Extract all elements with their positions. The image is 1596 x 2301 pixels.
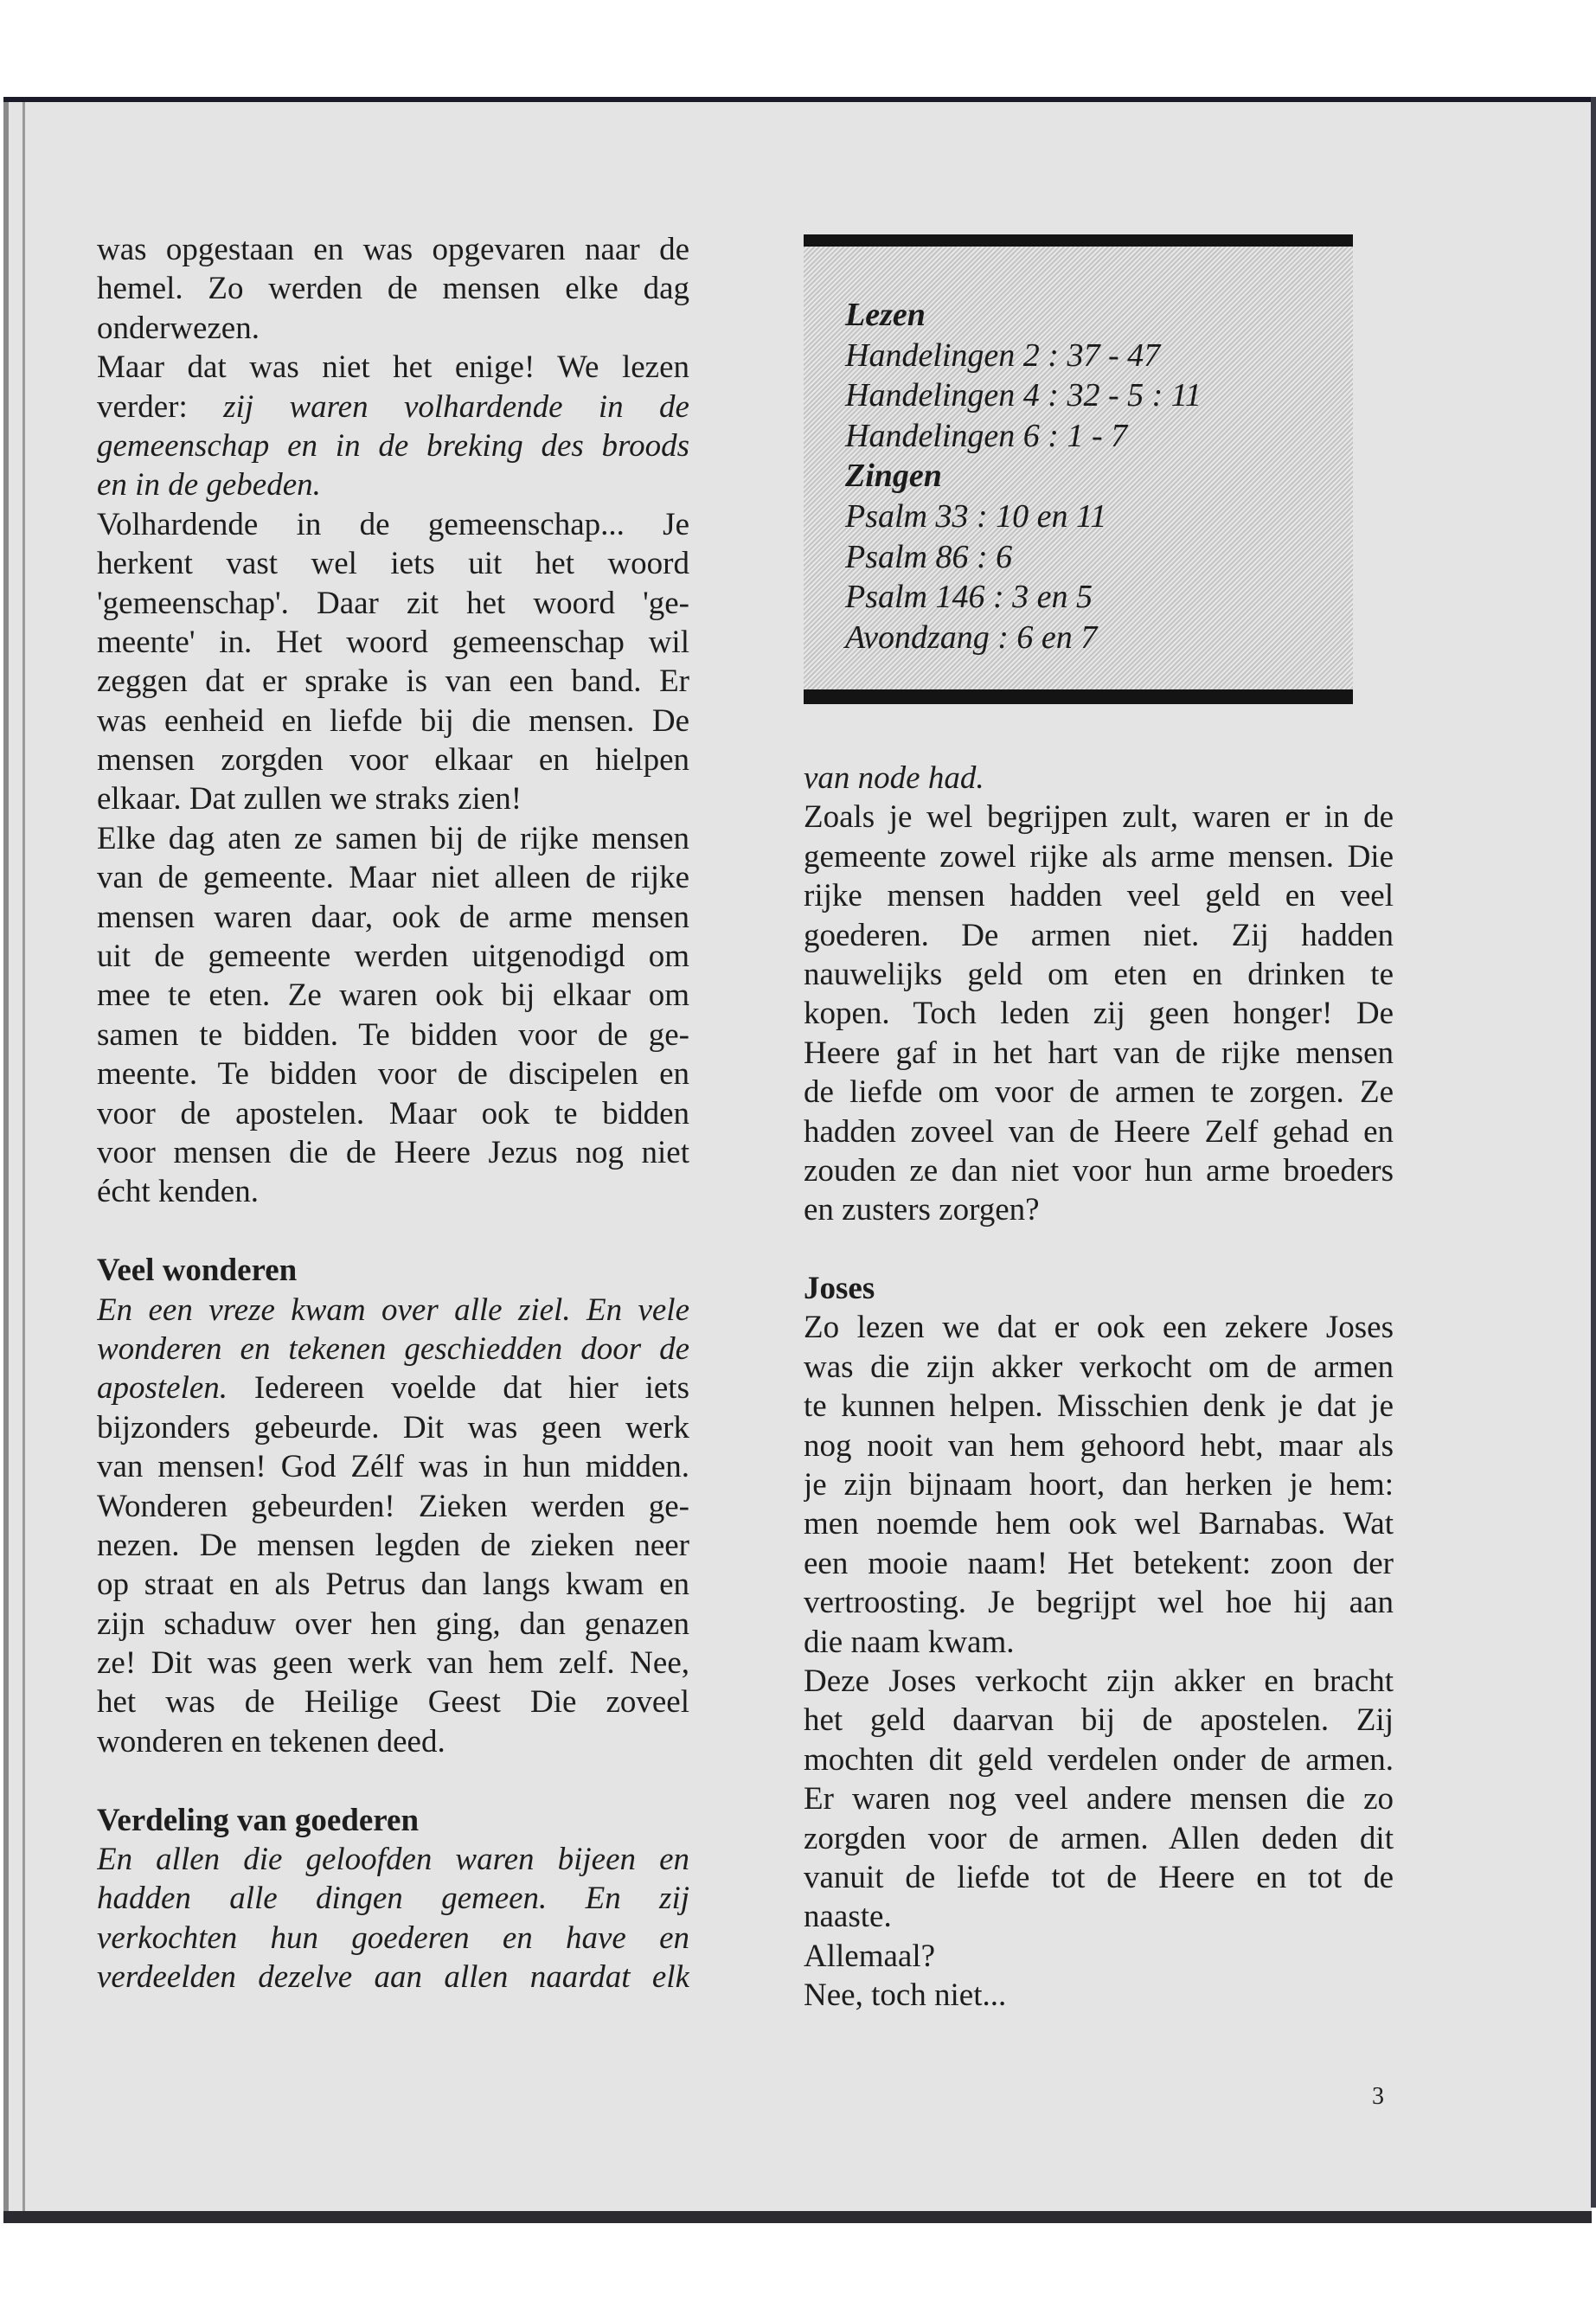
text-segment: gemeente zowel rijke als arme mensen. Die [804, 838, 1394, 875]
left-column [97, 230, 689, 1997]
text-line [804, 1269, 1394, 1308]
text-segment: vertroosting. Je begrijpt wel hoe hij aan [804, 1585, 1394, 1621]
text-line [804, 1190, 1394, 1229]
text-line [804, 1426, 1394, 1465]
scripture-quote: wonderen en tekenen geschiedden door de [97, 1330, 689, 1367]
text-segment: was opgestaan en was opgevaren naar de [97, 232, 689, 267]
text-line [97, 1368, 689, 1407]
text-line [97, 1682, 689, 1721]
text-segment: elkaar. Dat zullen we straks zien! [97, 781, 522, 817]
text-segment: herkent vast wel iets uit het woord [97, 546, 689, 582]
text-segment: zouden ze dan niet voor hun arme broeders [804, 1152, 1394, 1189]
text-line [97, 1291, 689, 1330]
text-line [804, 1897, 1394, 1936]
text-line [97, 1251, 689, 1290]
text-segment: mochten dit geld verdelen onder de armen. [804, 1741, 1394, 1778]
text-line [97, 976, 689, 1015]
text-line [97, 1172, 689, 1211]
text-segment: was eenheid en liefde bij die mensen. De [97, 702, 689, 739]
text-line [97, 819, 689, 858]
page-number: 3 [1372, 2083, 1384, 2110]
text-line [804, 1348, 1394, 1387]
text-line [804, 1937, 1394, 1976]
text-segment: zorgden voor de armen. Allen deden dit [804, 1820, 1394, 1856]
text-line [97, 858, 689, 897]
reading-item: Psalm 146 : 3 en 5 [845, 579, 1093, 616]
text-segment: mensen zorgden voor elkaar en hielpen [97, 742, 689, 779]
text-segment: het geld daarvan bij de apostelen. Zij [804, 1702, 1394, 1739]
text-line [97, 779, 689, 818]
text-segment: Zoals je wel begrijpen zult, waren er in de [804, 799, 1394, 836]
text-segment: mensen waren daar, ook de arme mensen [97, 899, 689, 935]
text-line [804, 1976, 1394, 2015]
scripture-quote: en in de gebeden. [97, 467, 321, 503]
text-line [804, 837, 1394, 876]
scripture-quote: zij waren volhardende in de [223, 388, 689, 425]
text-segment: meente' in. Het woord gemeenschap wil [97, 624, 689, 660]
text-line [804, 1779, 1394, 1818]
text-line [97, 426, 689, 465]
text-segment: Zo lezen we dat er ook een zekere Joses [804, 1310, 1394, 1346]
scripture-quote: En allen die geloofden waren bijeen en [97, 1842, 689, 1878]
text-line [97, 584, 689, 623]
text-line [97, 1094, 689, 1133]
text-line [804, 1151, 1394, 1190]
text-segment: die naam kwam. [804, 1624, 1015, 1660]
blank-line [804, 1230, 1394, 1269]
reading-item: Psalm 86 : 6 [845, 538, 1013, 575]
text-line [97, 937, 689, 976]
text-segment: het was de Heilige Geest Die zoveel [97, 1684, 689, 1721]
text-segment: naaste. [804, 1899, 892, 1935]
text-segment: goederen. De armen niet. Zij hadden [804, 917, 1394, 953]
text-segment: Elke dag aten ze samen bij de rijke mensen [97, 820, 689, 856]
text-segment: een mooie naam! Het betekent: zoon der [804, 1545, 1394, 1581]
text-line [97, 348, 689, 387]
text-line [97, 1133, 689, 1172]
text-segment: onderwezen. [97, 310, 260, 346]
scripture-quote: apostelen. [97, 1370, 228, 1407]
section-heading: Verdeling van goederen [97, 1802, 420, 1838]
text-line [97, 1447, 689, 1486]
scripture-quote: verdeelden dezelve aan allen naardat elk [97, 1959, 689, 1996]
text-segment: hadden zoveel van de Heere Zelf gehad en [804, 1113, 1394, 1150]
text-segment: van mensen! God Zélf was in hun midden. [97, 1449, 689, 1485]
text-line [804, 1662, 1394, 1701]
text-segment: samen te bidden. Te bidden voor de ge- [97, 1016, 689, 1053]
text-segment: Maar dat was niet het enige! We lezen [97, 349, 689, 386]
text-segment: vanuit de liefde tot de Heere en tot de [804, 1859, 1394, 1895]
text-segment: Heere gaf in het hart van de rijke mensen [804, 1035, 1394, 1071]
text-segment: 'gemeenschap'. Daar zit het woord 'ge- [97, 585, 689, 621]
text-line [804, 994, 1394, 1033]
text-line [804, 1308, 1394, 1347]
text-segment: Volhardende in de gemeenschap... Je [97, 506, 689, 542]
text-line [97, 898, 689, 937]
text-line [97, 1644, 689, 1682]
text-line [804, 1623, 1394, 1662]
text-line [804, 1112, 1394, 1151]
text-line [97, 1722, 689, 1761]
text-segment: hemel. Zo werden de mensen elke dag [97, 271, 689, 307]
text-segment: Wonderen gebeurden! Zieken werden ge- [97, 1488, 689, 1524]
text-line [804, 1034, 1394, 1073]
text-line [97, 388, 689, 426]
text-segment: voor de apostelen. Maar ook te bidden [97, 1095, 689, 1131]
text-segment: men noemde hem ook wel Barnabas. Wat [804, 1506, 1394, 1542]
text-line [97, 1919, 689, 1958]
scripture-quote: gemeenschap en in de breking des broods [97, 427, 689, 464]
text-line [97, 544, 689, 583]
text-line [97, 1487, 689, 1526]
text-segment: Deze Joses verkocht zijn akker en bracht [804, 1663, 1394, 1699]
text-segment: nezen. De mensen legden de zieken neer [97, 1527, 689, 1563]
text-line [804, 1583, 1394, 1622]
text-line [804, 955, 1394, 994]
text-line [97, 1408, 689, 1447]
text-line [97, 1526, 689, 1565]
text-line [97, 465, 689, 504]
text-segment: en zusters zorgen? [804, 1192, 1040, 1228]
scripture-quote: hadden alle dingen gemeen. En zij [97, 1881, 689, 1917]
text-segment: ze! Dit was geen werk van hem zelf. Nee, [97, 1645, 689, 1682]
text-line [97, 1565, 689, 1604]
text-segment: Er waren nog veel andere mensen die zo [804, 1781, 1394, 1817]
text-line [804, 1740, 1394, 1779]
page-edge [1591, 97, 1596, 2208]
text-segment: mee te eten. Ze waren ook bij elkaar om [97, 977, 689, 1014]
text-segment: de liefde om voor de armen te zorgen. Ze [804, 1074, 1394, 1111]
scripture-quote: verkochten hun goederen en have en [97, 1920, 689, 1956]
text-segment: van de gemeente. Maar niet alleen de rijke [97, 860, 689, 896]
readings-list [845, 295, 1202, 657]
text-segment: verder: [97, 388, 224, 425]
right-column [804, 759, 1394, 2016]
text-line [97, 1605, 689, 1644]
text-line [804, 916, 1394, 955]
text-segment: Nee, toch niet... [804, 1977, 1007, 2014]
text-line [97, 309, 689, 348]
blank-line [97, 1761, 689, 1800]
text-line [804, 798, 1394, 836]
text-segment: uit de gemeente werden uitgenodigd om [97, 939, 689, 975]
text-line [97, 1016, 689, 1054]
text-line [804, 759, 1394, 798]
text-segment: nauwelijks geld om eten en drinken te [804, 956, 1394, 992]
text-segment: bijzonders gebeurde. Dit was geen werk [97, 1409, 689, 1445]
text-line [97, 740, 689, 779]
text-line [804, 1073, 1394, 1112]
text-segment: op straat en als Petrus dan langs kwam en [97, 1567, 689, 1603]
text-line [97, 1958, 689, 1997]
text-segment: zeggen dat er sprake is van een band. Er [97, 663, 689, 700]
reading-item: Handelingen 2 : 37 - 47 [845, 336, 1161, 374]
text-line [804, 1544, 1394, 1583]
text-segment: was die zijn akker verkocht om de armen [804, 1349, 1394, 1385]
reading-item: Psalm 33 : 10 en 11 [845, 497, 1107, 535]
text-line [97, 230, 689, 269]
text-line [97, 1330, 689, 1368]
text-line [804, 1504, 1394, 1543]
text-segment: Iedereen voelde dat hier iets [228, 1370, 689, 1407]
text-segment: écht kenden. [97, 1174, 259, 1210]
scripture-quote: van node had. [804, 760, 984, 796]
text-line [804, 1465, 1394, 1504]
section-heading: Veel wonderen [97, 1253, 298, 1289]
box-heading: Lezen [845, 297, 926, 333]
text-line [97, 1879, 689, 1918]
reading-item: Avondzang : 6 en 7 [845, 619, 1098, 656]
text-line [804, 1387, 1394, 1426]
scripture-quote: En een vreze kwam over alle ziel. En vele [97, 1292, 689, 1328]
text-line [97, 1801, 689, 1840]
text-line [804, 876, 1394, 915]
text-line [97, 269, 689, 308]
text-segment: Allemaal? [804, 1938, 936, 1974]
text-line [804, 1819, 1394, 1858]
text-segment: je zijn bijnaam hoort, dan herken je hem: [804, 1467, 1394, 1503]
text-segment: meente. Te bidden voor de discipelen en [97, 1056, 689, 1093]
reading-item: Handelingen 4 : 32 - 5 : 11 [845, 377, 1202, 414]
reading-item: Handelingen 6 : 1 - 7 [845, 417, 1128, 454]
blank-line [97, 1212, 689, 1251]
text-line [97, 1054, 689, 1093]
text-line [97, 623, 689, 662]
text-line [804, 1701, 1394, 1740]
text-line [97, 702, 689, 740]
text-line [804, 1858, 1394, 1897]
readings-box [804, 234, 1353, 704]
text-line [97, 505, 689, 544]
text-line [97, 662, 689, 701]
text-line [97, 1840, 689, 1879]
section-heading: Joses [804, 1271, 875, 1307]
text-segment: te kunnen helpen. Misschien denk je dat je [804, 1388, 1394, 1425]
text-segment: rijke mensen hadden veel geld en veel [804, 878, 1394, 914]
box-heading: Zingen [845, 458, 942, 495]
text-segment: voor mensen die de Heere Jezus nog niet [97, 1134, 689, 1170]
text-segment: nog nooit van hem gehoord hebt, maar als [804, 1427, 1394, 1464]
text-segment: kopen. Toch leden zij geen honger! De [804, 996, 1394, 1032]
text-segment: wonderen en tekenen deed. [97, 1723, 445, 1759]
text-segment: zijn schaduw over hen ging, dan genazen [97, 1606, 689, 1642]
